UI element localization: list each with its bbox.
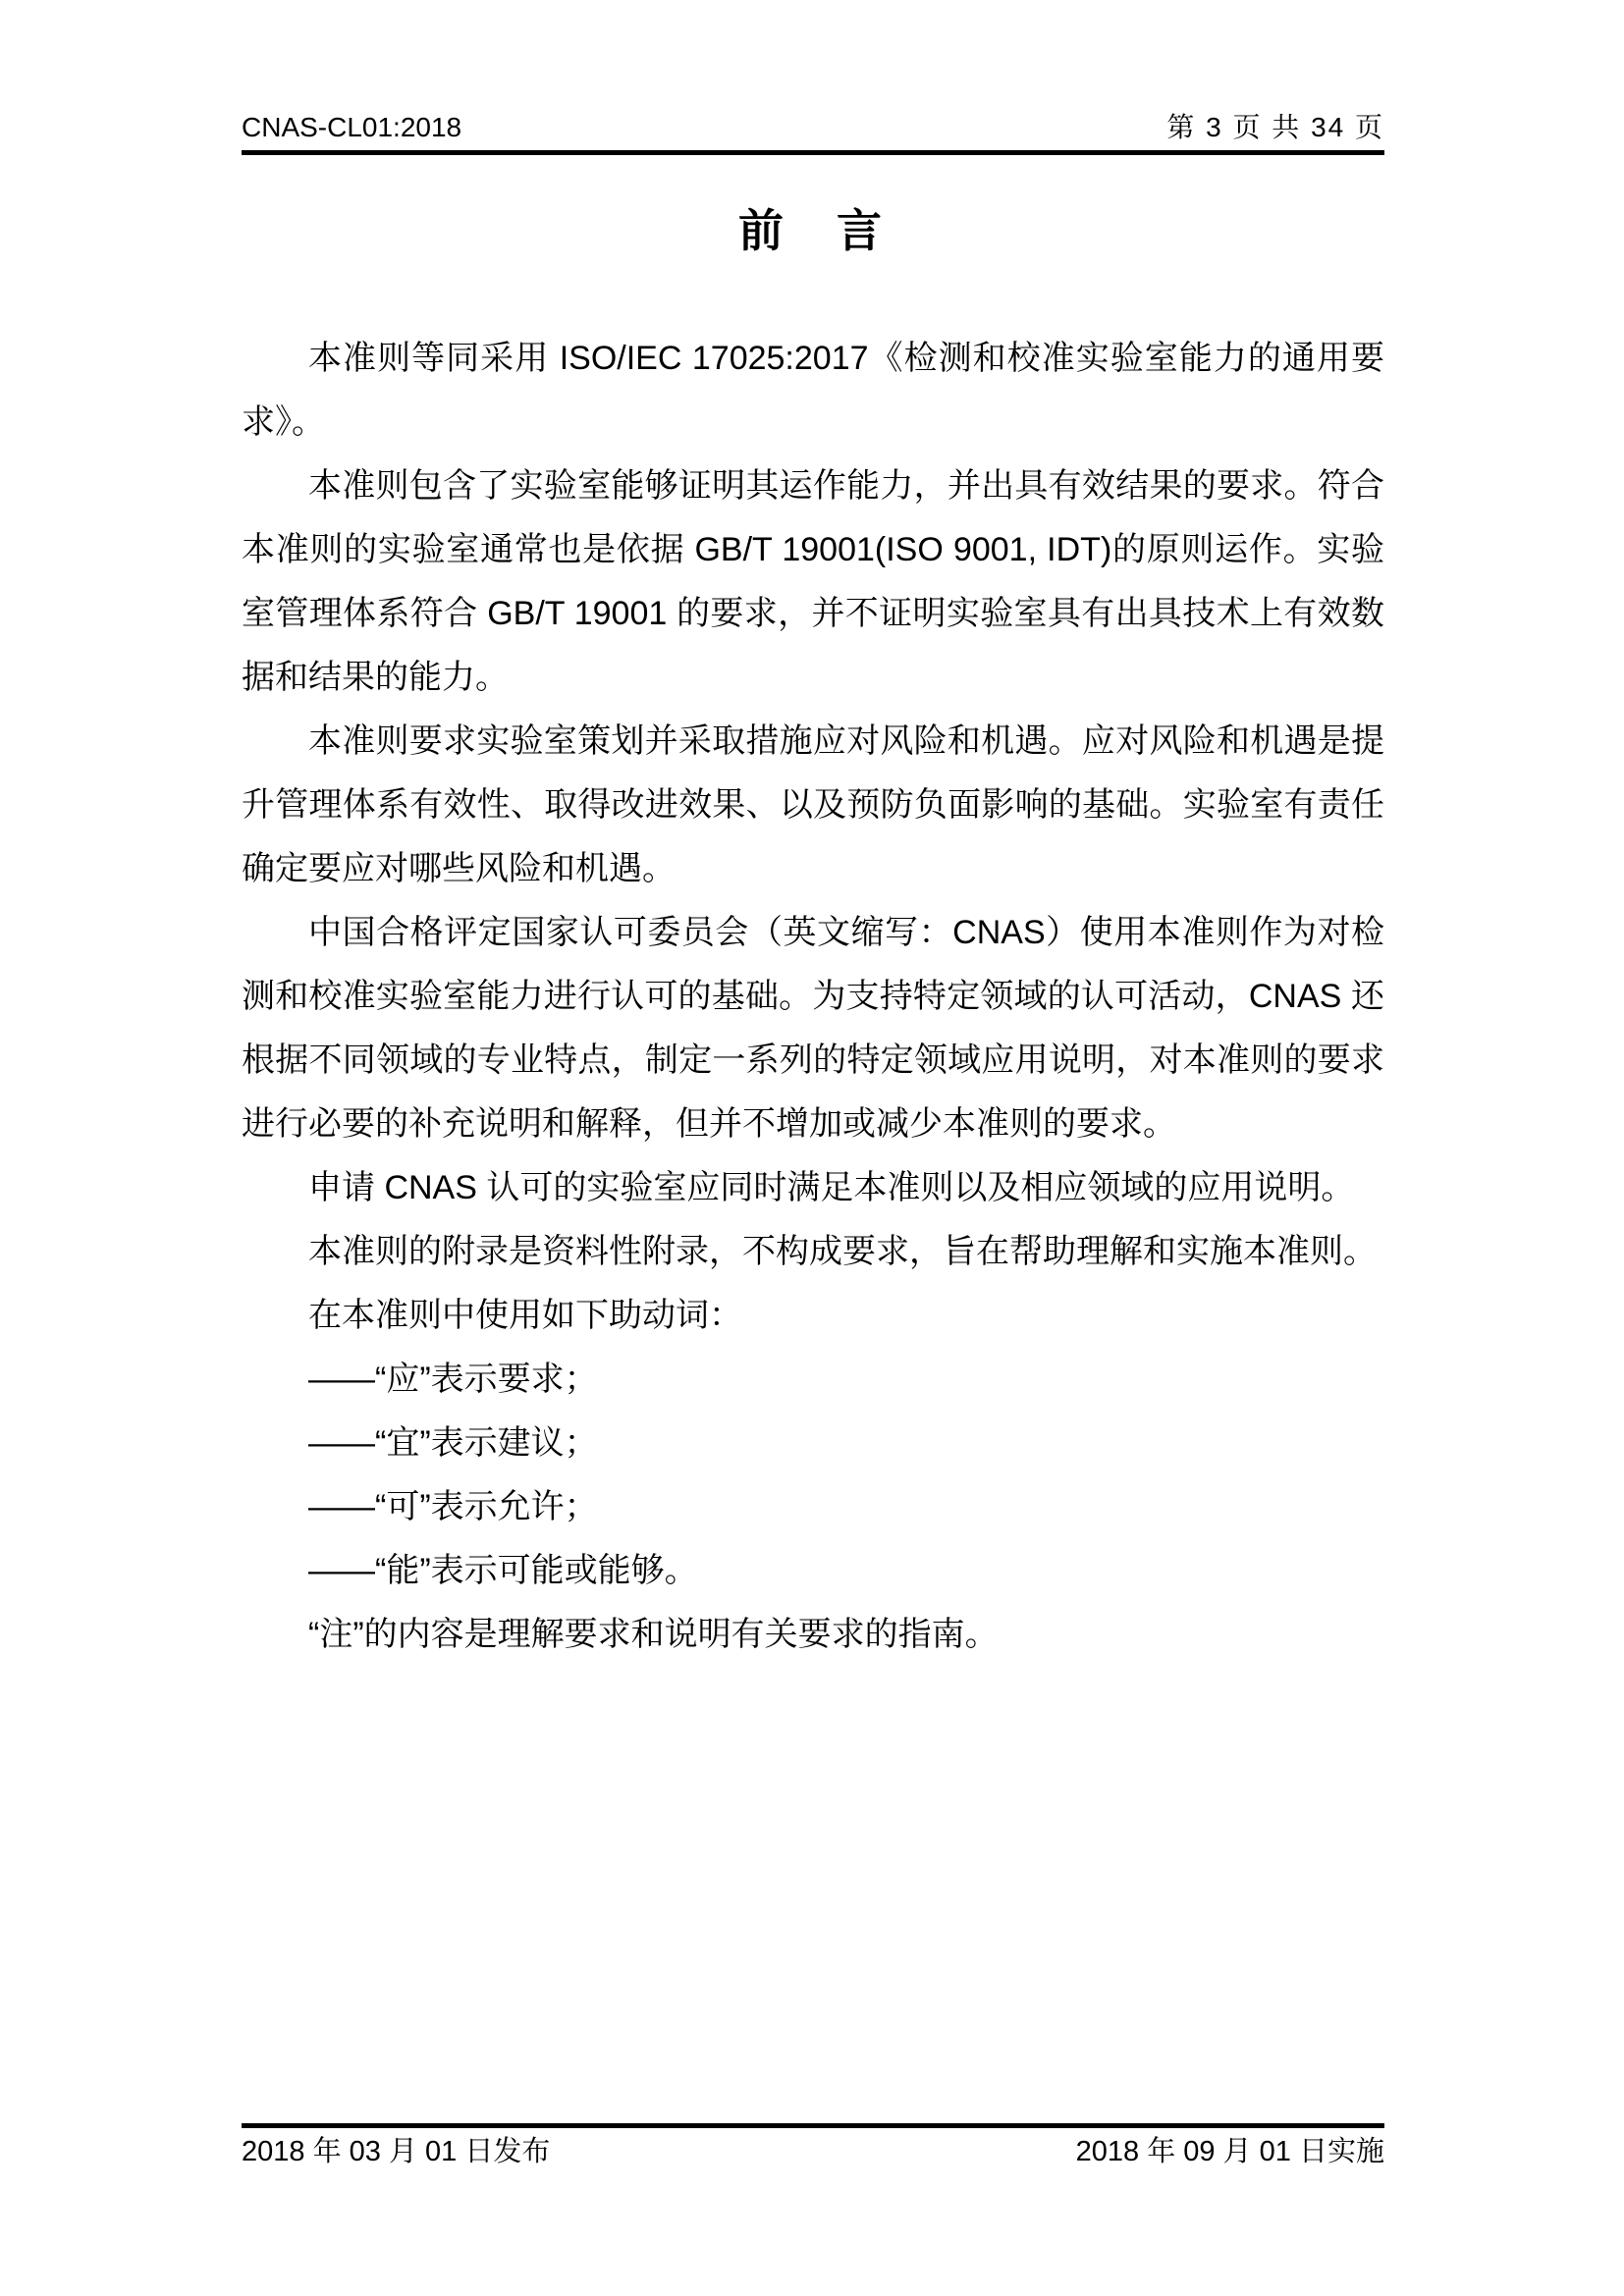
paragraph-note: “注”的内容是理解要求和说明有关要求的指南。	[308, 1616, 999, 1653]
paragraph-risk: 本准则要求实验室策划并采取措施应对风险和机遇。应对风险和机遇是提升管理体系有效性、取得改进效果、以及预防负面影响的基础。实验室有责任确定要应对哪些风险和机遇。	[242, 722, 1384, 887]
list-item-can: ——“能”表示可能或能够。	[308, 1552, 698, 1589]
paragraph-intro: 本准则等同采用 ISO/IEC 17025:2017《检测和校准实验室能力的通用要求》。	[242, 340, 1384, 441]
paragraph-verbs-intro: 在本准则中使用如下助动词：	[308, 1297, 742, 1334]
footer-release-date: 2018 年 03 月 01 日发布	[242, 2136, 551, 2167]
list-item-shall: ——“应”表示要求；	[308, 1361, 598, 1398]
footer-implementation-date: 2018 年 09 月 01 日实施	[1075, 2136, 1384, 2167]
list-item-may: ——“可”表示允许；	[308, 1488, 598, 1525]
header-page-number: 第 3 页 共 34 页	[1166, 112, 1384, 142]
header-doc-number: CNAS-CL01:2018	[242, 112, 462, 142]
paragraph-scope: 本准则包含了实验室能够证明其运作能力，并出具有效结果的要求。符合本准则的实验室通常也是依据 GB/T 19001(ISO 9001, IDT)的原则运作。实验室管理体系符合 GB/T 19001 的要求，并不证明实验室具有出具技术上有效数据和结果的能力。	[242, 467, 1384, 696]
page-footer	[242, 2123, 1384, 2168]
page-title: 前 言	[738, 205, 886, 256]
page-header	[242, 112, 1384, 155]
paragraph-application: 申请 CNAS 认可的实验室应同时满足本准则以及相应领域的应用说明。	[308, 1169, 1355, 1206]
paragraph-annex: 本准则的附录是资料性附录，不构成要求，旨在帮助理解和实施本准则。	[308, 1233, 1377, 1270]
paragraph-cnas: 中国合格评定国家认可委员会（英文缩写：CNAS）使用本准则作为对检测和校准实验室能力进行认可的基础。为支持特定领域的认可活动，CNAS 还根据不同领域的专业特点，制定一系列的特定领域应用说明，对本准则的要求进行必要的补充说明和解释，但并不增加或减少本准则的要求。	[242, 914, 1384, 1143]
document-body	[242, 327, 1384, 1667]
list-item-should: ——“宜”表示建议；	[308, 1424, 598, 1462]
